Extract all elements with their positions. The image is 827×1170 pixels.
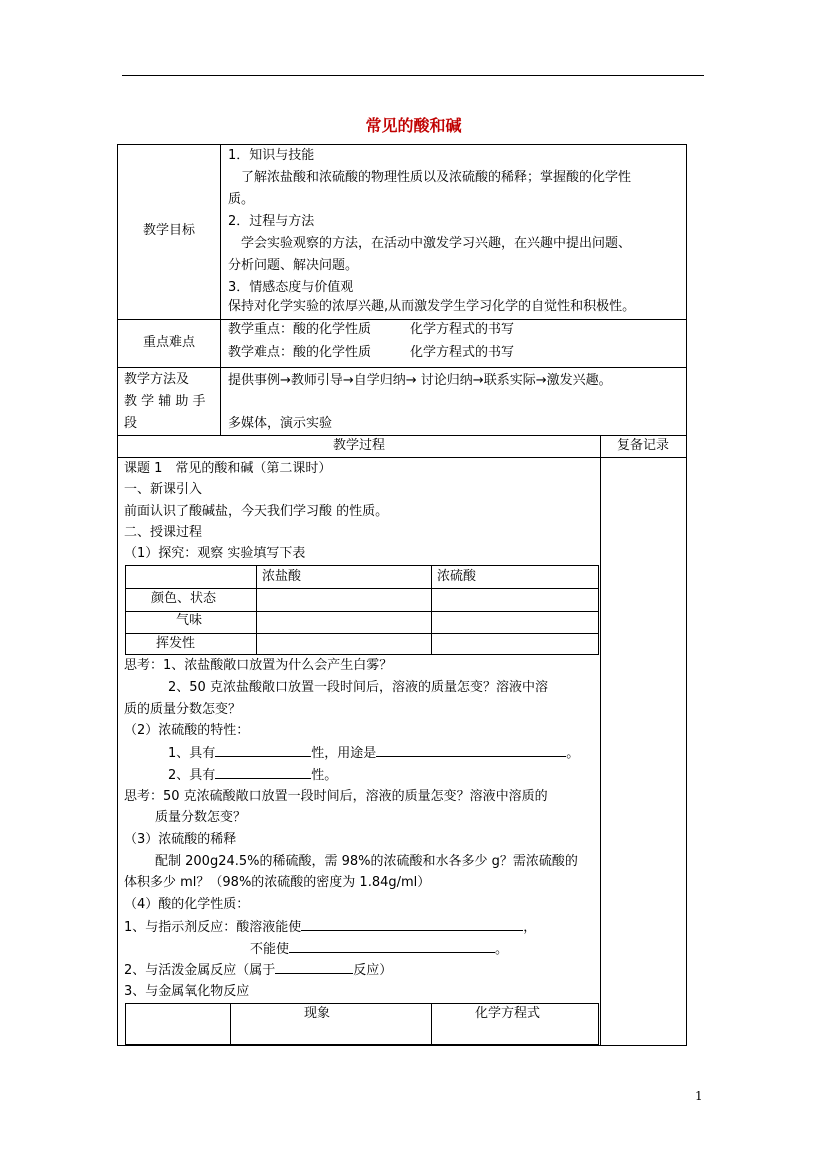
objective-line: 保持对化学实验的浓厚兴趣,从而激发学生学习化学的自觉性和积极性。 — [228, 299, 636, 314]
chem-line: 3、与金属氧化物反应 — [124, 984, 250, 999]
column-divider — [431, 566, 432, 654]
think-question: 质的质量分数怎变？ — [124, 702, 242, 717]
table-header: 浓盐酸 — [262, 569, 302, 584]
dilute-heading: （3）浓硫酸的稀释 — [124, 832, 237, 847]
fill-blank[interactable] — [289, 938, 495, 953]
methods-text: 提供事例→教师引导→自学归纳→ 讨论归纳→联系实际→激发兴趣。 — [228, 373, 612, 388]
property-line — [168, 742, 579, 765]
methods-label-line: 教学方法及 — [124, 372, 190, 387]
chem-text: 1、与指示剂反应：酸溶液能使 — [124, 920, 302, 935]
chem-line — [124, 916, 536, 939]
column-divider — [230, 1004, 231, 1044]
objective-line: 了解浓盐酸和浓硫酸的物理性质以及浓硫酸的稀释；掌握酸的化学性 — [228, 170, 632, 185]
objective-line: 3．情感态度与价值观 — [228, 280, 354, 295]
sulfuric-heading: （2）浓硫酸的特性： — [124, 723, 250, 738]
header-rule — [122, 75, 704, 76]
property-text: 1、具有 — [168, 746, 216, 761]
think-question: 2、50 克浓盐酸敞口放置一段时间后，溶液的质量怎变？溶液中溶 — [168, 680, 548, 695]
key-point-line: 教学重点：酸的化学性质 化学方程式的书写 — [228, 322, 515, 337]
property-line — [168, 764, 337, 787]
dilute-problem: 体积多少 ml？（98%的浓硫酸的密度为 1.84g/ml） — [124, 875, 431, 890]
objective-line: 分析问题、解决问题。 — [228, 258, 359, 273]
column-divider — [220, 145, 221, 435]
row-divider — [126, 633, 598, 634]
think-question: 思考：1、浓盐酸敞口放置为什么会产生白雾？ — [124, 658, 393, 673]
chem-text: ， — [523, 920, 537, 935]
chem-text: 不能使 — [250, 942, 290, 957]
fill-blank[interactable] — [215, 764, 311, 779]
objective-line: 2．过程与方法 — [228, 214, 315, 229]
objectives-label: 教学目标 — [142, 223, 195, 238]
lesson-title: 课题 1 常见的酸和碱（第二课时） — [124, 461, 332, 476]
methods-label-line: 教 学 辅 助 手 — [124, 394, 206, 409]
explore-heading: （1）探究：观察 实验填写下表 — [124, 546, 306, 561]
intro-heading: 一、新课引入 — [124, 482, 203, 497]
chem-heading: （4）酸的化学性质： — [124, 897, 250, 912]
objective-line: 学会实验观察的方法，在活动中激发学习兴趣，在兴趣中提出问题、 — [228, 236, 632, 251]
review-header: 复备记录 — [616, 438, 669, 453]
row-divider — [118, 367, 686, 368]
fill-blank[interactable] — [275, 959, 353, 974]
chem-text: 。 — [495, 942, 509, 957]
methods-aids: 多媒体，演示实验 — [228, 416, 333, 431]
property-text: 性。 — [311, 768, 338, 783]
objective-line: 质。 — [228, 192, 255, 207]
fill-blank[interactable] — [376, 742, 566, 757]
chem-text: 反应） — [353, 963, 393, 978]
property-text: 2、具有 — [168, 768, 216, 783]
objective-line: 1．知识与技能 — [228, 148, 315, 163]
table-header: 现象 — [304, 1006, 331, 1021]
fill-blank[interactable] — [301, 916, 523, 931]
chem-line — [250, 938, 508, 961]
column-divider — [256, 566, 257, 654]
page-title: 常见的酸和碱 — [365, 116, 462, 135]
table-row-label: 颜色、状态 — [151, 591, 217, 606]
think-question: 质量分数怎变？ — [155, 810, 247, 825]
column-divider — [600, 435, 601, 1045]
think-question: 思考：50 克浓硫酸敞口放置一段时间后，溶液的质量怎变？溶液中溶质的 — [124, 789, 548, 804]
table-row-label: 挥发性 — [156, 636, 196, 651]
property-text: 。 — [566, 746, 580, 761]
methods-label-line: 段 — [124, 416, 138, 431]
key-points-label: 重点难点 — [142, 335, 195, 350]
chem-line — [124, 959, 392, 982]
dilute-problem: 配制 200g24.5%的稀硫酸，需 98%的浓硫酸和水各多少 g？需浓硫酸的 — [155, 854, 578, 869]
table-header: 浓硫酸 — [437, 569, 477, 584]
teach-heading: 二、授课过程 — [124, 525, 203, 540]
chem-text: 2、与活泼金属反应（属于 — [124, 963, 276, 978]
key-point-line: 教学难点：酸的化学性质 化学方程式的书写 — [228, 345, 515, 360]
property-text: 性，用途是 — [311, 746, 377, 761]
process-header: 教学过程 — [332, 438, 385, 453]
table-header: 化学方程式 — [475, 1006, 541, 1021]
fill-blank[interactable] — [215, 742, 311, 757]
intro-text: 前面认识了酸碱盐，今天我们学习酸 的性质。 — [124, 504, 389, 519]
table-row-label: 气味 — [176, 613, 203, 628]
page-number: 1 — [695, 1089, 703, 1103]
column-divider — [431, 1004, 432, 1044]
